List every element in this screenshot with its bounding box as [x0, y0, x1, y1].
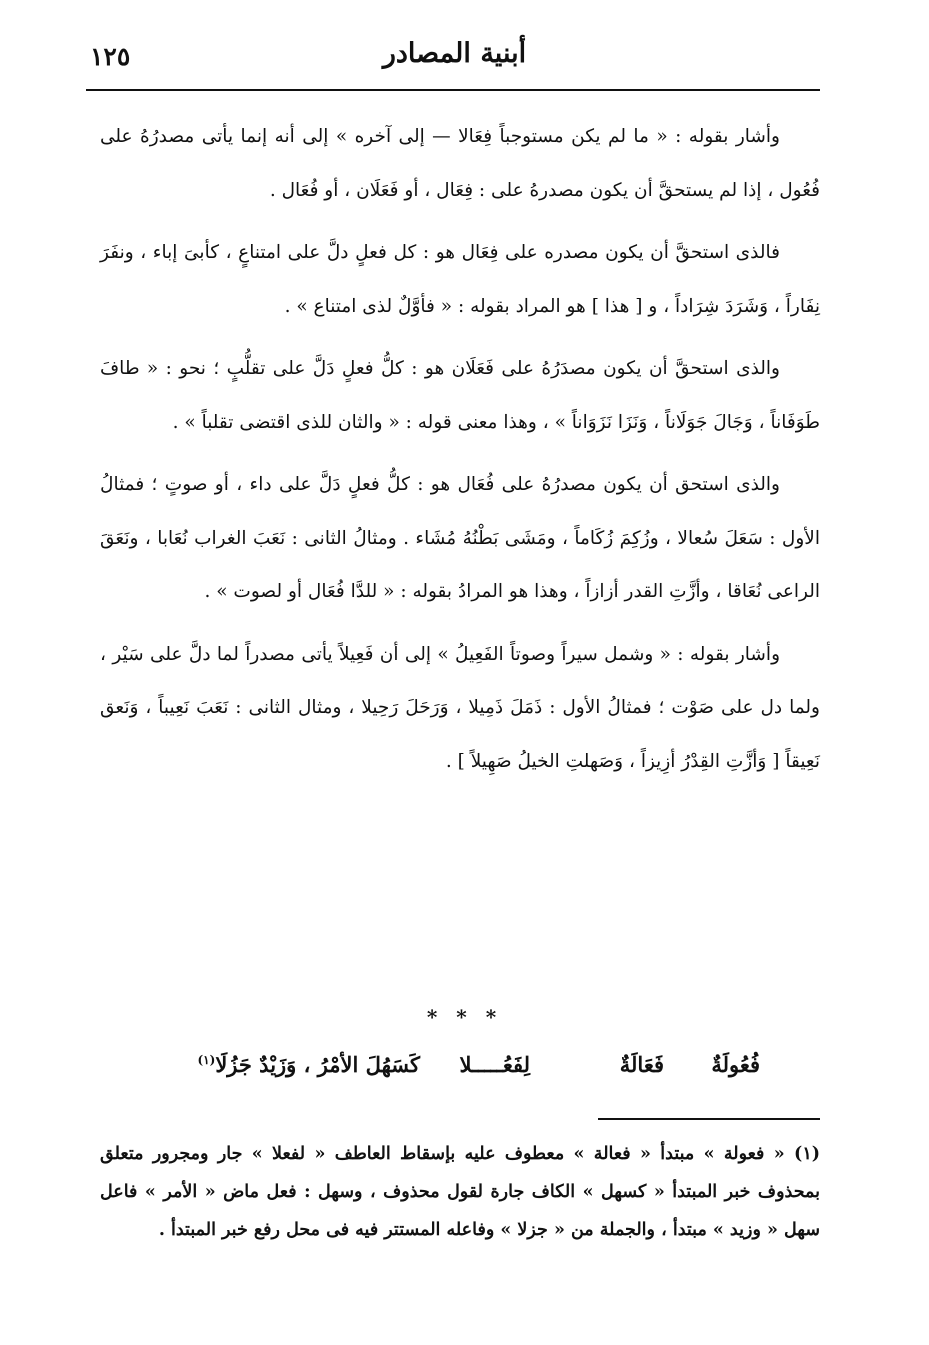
footnote-text: (١) « فعولة » مبتدأ « فعالة » معطوف عليه بإسقاط العاطف « لفعلا » جار ومجرور متعلق بمحذوف خبر المبتدأ « كسهل » الكاف جارة لقول محذوف ، وسهل : فعل ماض « الأمر » فاعل سهل « وزيد » مبتدأ ، والجملة من « جزلا » وفاعله المستتر فيه فى محل رفع خبر المبتدأ .: [100, 1144, 820, 1240]
paragraph: والذى استحق أن يكون مصدرُهُ على فُعَال هو : كلُّ فعلٍ دَلَّ على داء ، أو صوتٍ ؛ فمثالُ الأول : سَعَلَ سُعالا ، وزُكِمَ زُكَاماً ، ومَشَى بَطْنُهُ مُشَاء . ومثالُ الثانى : نَعَبَ الغراب نُعَابا ، ونَعَقَ الراعى نُعَاقا ، وأزَّتِ القدر أزازاً ، وهذا هو المرادُ بقوله : « للدَّا فُعَال أو لصوت » .: [100, 474, 820, 602]
running-title: أبنية المصادر: [382, 38, 527, 69]
verse-word: لِفَعُـــــلا: [459, 1052, 530, 1077]
footnote: [100, 1135, 820, 1249]
header-rule: [86, 89, 820, 91]
paragraph: وأشار بقوله : « وشمل سيراً وصوتاً الفَعِيلُ » إلى أن فَعِيلاً يأتى مصدراً لما دلَّ على سَيْر ، ولما دل على صَوْت ؛ فمثالُ الأول : ذَمَلَ ذَمِيلا ، وَرَحَلَ رَحِيلا ، ومثال الثانى : نَعَبَ نَعِيباً ، وَنَعق نَعِيقاً [ وَأزَّتِ القِدْرُ أزِيزاً ، وَصَهلتِ الخيلُ صَهِيلاً ] .: [100, 643, 820, 772]
paragraph: وأشار بقوله : « ما لم يكن مستوجباً فِعَالا — إلى آخره » إلى أنه إنما يأتى مصدرُهُ على فُعُول ، إذا لم يستحقَّ أن يكون مصدرهُ على : فِعَال ، أو فَعَلَان ، أو فُعَال .: [100, 126, 820, 201]
page-number: ١٢٥: [90, 42, 131, 71]
verse-text: كَسَهُلَ الأمْرُ ، وَزَيْدٌ جَزُلَا: [215, 1052, 420, 1077]
paragraph: والذى استحقَّ أن يكون مصدَرُهُ على فَعَلَان هو : كلُّ فعلٍ دَلَّ على تقلُّبٍ ؛ نحو : « طافَ طَوَفَاناً ، وَجَالَ جَوَلَاناً ، وَنَزَا نَزَوَاناً » ، وهذا معنى قوله : « والثان للذى اقتضى تقلباً » .: [100, 358, 820, 433]
page-header: [90, 38, 819, 82]
verse-hemistich: [197, 1052, 420, 1077]
paragraph: فالذى استحقَّ أن يكون مصدره على فِعَال هو : كل فعلٍ دلَّ على امتناعٍ ، كأبىَ إباء ، ونفَرَ نِفَاراً ، وَشَرَدَ شِرَاداً ، و [ هذا ] هو المراد بقوله : « فأوَّلٌ لذى امتناع » .: [100, 242, 820, 317]
verse-word: فَعَالَةٌ: [619, 1052, 664, 1077]
footnote-marker: (١): [197, 1053, 216, 1067]
verse-word: فُعُولَةٌ: [711, 1052, 760, 1077]
footnote-rule: [598, 1118, 820, 1120]
section-separator: * * *: [426, 1005, 503, 1029]
main-text: [100, 110, 820, 797]
